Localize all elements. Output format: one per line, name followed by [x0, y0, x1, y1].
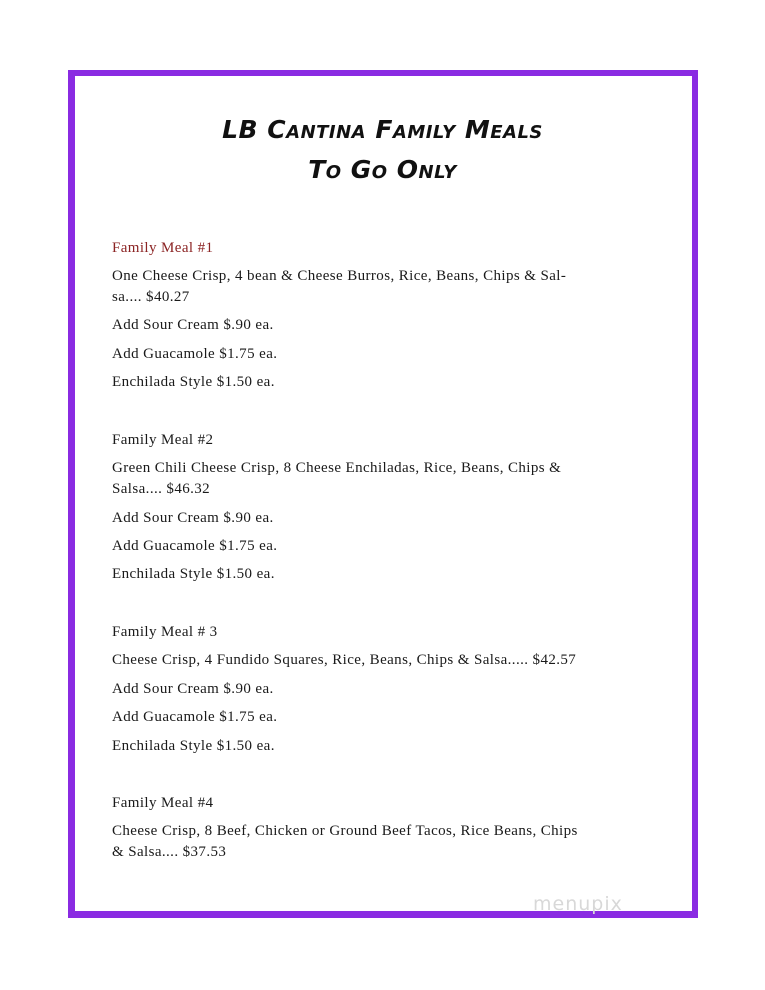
meal-1-addon-guacamole: Add Guacamole $1.75 ea. [112, 346, 278, 362]
meal-3-heading: Family Meal # 3 [112, 624, 218, 640]
meal-2-description-line2: Salsa.... $46.32 [112, 481, 211, 497]
meal-1-description-line1: One Cheese Crisp, 4 bean & Cheese Burros, Rice, Beans, Chips & Sal- [112, 268, 567, 284]
meal-4-heading: Family Meal #4 [112, 795, 214, 811]
meal-3-addon-enchilada-style: Enchilada Style $1.50 ea. [112, 738, 275, 754]
meal-1-description-line2: sa.... $40.27 [112, 289, 190, 305]
meal-2-addon-sour-cream: Add Sour Cream $.90 ea. [112, 510, 274, 526]
meal-3-addon-sour-cream: Add Sour Cream $.90 ea. [112, 681, 274, 697]
watermark: menupix [533, 893, 623, 915]
menu-title-line1: LB Cantina Family Meals [222, 115, 543, 144]
meal-4-description-line2: & Salsa.... $37.53 [112, 844, 227, 860]
meal-2-addon-guacamole: Add Guacamole $1.75 ea. [112, 538, 278, 554]
meal-2-heading: Family Meal #2 [112, 432, 214, 448]
meal-2-description-line1: Green Chili Cheese Crisp, 8 Cheese Enchiladas, Rice, Beans, Chips & [112, 460, 562, 476]
meal-1-addon-sour-cream: Add Sour Cream $.90 ea. [112, 317, 274, 333]
meal-3-addon-guacamole: Add Guacamole $1.75 ea. [112, 709, 278, 725]
meal-1-addon-enchilada-style: Enchilada Style $1.50 ea. [112, 374, 275, 390]
meal-4-description-line1: Cheese Crisp, 8 Beef, Chicken or Ground Beef Tacos, Rice Beans, Chips [112, 823, 578, 839]
meal-2-addon-enchilada-style: Enchilada Style $1.50 ea. [112, 566, 275, 582]
menu-title-line2: To Go Only [308, 155, 457, 184]
meal-1-heading: Family Meal #1 [112, 240, 214, 256]
meal-3-description-line1: Cheese Crisp, 4 Fundido Squares, Rice, Beans, Chips & Salsa..... $42.57 [112, 652, 577, 668]
